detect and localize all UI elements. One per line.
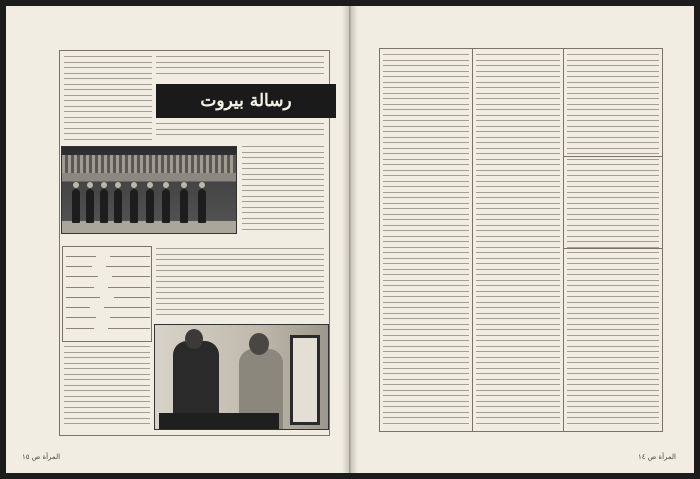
award-photo <box>154 324 329 430</box>
page-footer-left: المرأة ص ١٥ <box>22 453 61 461</box>
page-footer-right: المرأة ص ١٤ <box>637 453 676 461</box>
bottom-left-text <box>64 346 150 432</box>
right-col-2-text <box>476 54 560 428</box>
right-col-1-text <box>383 54 469 428</box>
magazine-spread <box>6 6 694 473</box>
group-photo <box>61 146 237 234</box>
stage-curtain <box>62 155 236 173</box>
man-head <box>185 329 203 349</box>
banner-title: رسالة بيروت <box>156 84 336 118</box>
person <box>198 189 206 223</box>
names-list <box>66 251 150 333</box>
person <box>114 189 122 223</box>
left-top-column-text <box>64 56 152 146</box>
person <box>162 189 170 223</box>
woman-head <box>249 333 269 355</box>
intro-text <box>156 123 324 143</box>
wall-frame <box>290 335 320 425</box>
left-top-right-text <box>156 56 324 78</box>
left-page <box>6 6 350 473</box>
photo-side-text <box>242 146 324 236</box>
person <box>100 189 108 223</box>
section-rule <box>563 156 663 157</box>
middle-text <box>156 248 324 320</box>
person <box>130 189 138 223</box>
table <box>159 413 279 429</box>
section-rule <box>563 248 663 249</box>
person <box>146 189 154 223</box>
person <box>72 189 80 223</box>
right-page <box>350 6 694 473</box>
column-rule <box>472 48 473 432</box>
person <box>86 189 94 223</box>
right-col-3-text <box>567 54 659 428</box>
person <box>180 189 188 223</box>
column-rule <box>563 48 564 432</box>
